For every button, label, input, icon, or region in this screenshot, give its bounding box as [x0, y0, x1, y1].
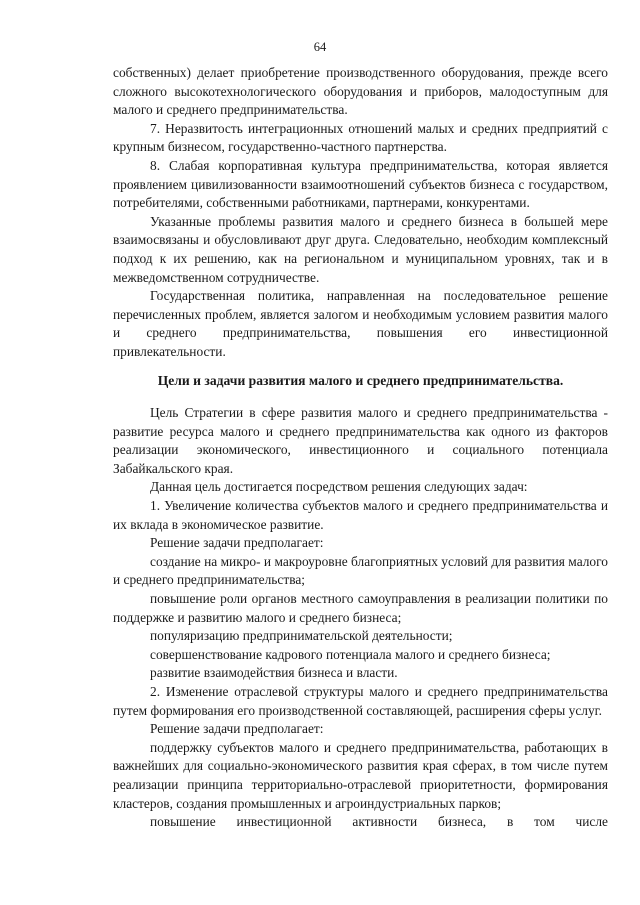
page-content — [113, 64, 608, 832]
task-1-item: совершенствование кадрового потенциала малого и среднего бизнеса; — [150, 646, 551, 662]
paragraph: Государственная политика, направленная на последовательное решение перечисленных проблем, является залогом и необходимым условием развития малого и среднего предпринимательства, повышения его инвестиционной привлекательности. — [113, 288, 608, 359]
task-2-item: поддержку субъектов малого и среднего предпринимательства, работающих в важнейших для социально-экономического развития края сферах, в том числе путем реализации принципа территориально-отраслевой приоритетности, формирования кластеров, создания промышленных и агроиндустриальных парков; — [113, 739, 608, 811]
task-1: 1. Увеличение количества субъектов малого и среднего предпринимательства и их вклада в экономическое развитие. — [113, 498, 608, 532]
goal-paragraph: Цель Стратегии в сфере развития малого и среднего предпринимательства - развитие ресурса малого и среднего предпринимательства как одного из факторов реализации экономического, инвестиционного и социального потенциала Забайкальского края. — [113, 405, 608, 476]
task-1-item: создание на микро- и макроуровне благоприятных условий для развития малого и среднего предпринимательства; — [113, 553, 608, 588]
paragraph: собственных) делает приобретение производственного оборудования, прежде всего сложного высокотехнологического оборудования и приборов, малодоступным для малого и среднего предпринимательства. — [113, 65, 608, 118]
section-heading: Цели и задачи развития малого и среднего предпринимательства. — [157, 372, 564, 388]
task-2-intro: Решение задачи предполагает: — [150, 721, 324, 737]
paragraph: 8. Слабая корпоративная культура предпринимательства, которая является проявлением цивилизованности взаимоотношений субъектов бизнеса с государством, потребителями, собственными работниками, партнерами, конкурентами. — [113, 157, 608, 211]
task-1-item: развитие взаимодействия бизнеса и власти. — [150, 665, 398, 681]
paragraph: 7. Неразвитость интеграционных отношений малых и средних предприятий с крупным бизнесом, государственно-частного партнерства. — [113, 120, 608, 155]
page-number: 64 — [313, 40, 327, 54]
task-2-item: повышение инвестиционной активности бизнеса, в том числе — [150, 814, 608, 830]
task-2: 2. Изменение отраслевой структуры малого и среднего предпринимательства путем формирования его производственной составляющей, расширения сферы услуг. — [113, 684, 608, 718]
task-1-intro: Решение задачи предполагает: — [150, 535, 324, 551]
task-1-item: повышение роли органов местного самоуправления в реализации политики по поддержке и развитию малого и среднего бизнеса; — [113, 591, 608, 625]
task-1-item: популяризацию предпринимательской деятельности; — [150, 628, 453, 644]
goal-solution-paragraph: Данная цель достигается посредством решения следующих задач: — [150, 479, 528, 495]
paragraph: Указанные проблемы развития малого и среднего бизнеса в большей мере взаимосвязаны и обусловливают друг друга. Следовательно, необходим комплексный подход к их решению, как на региональном и муниципальном уровнях, так и в межведомственном сотрудничестве. — [113, 213, 608, 285]
